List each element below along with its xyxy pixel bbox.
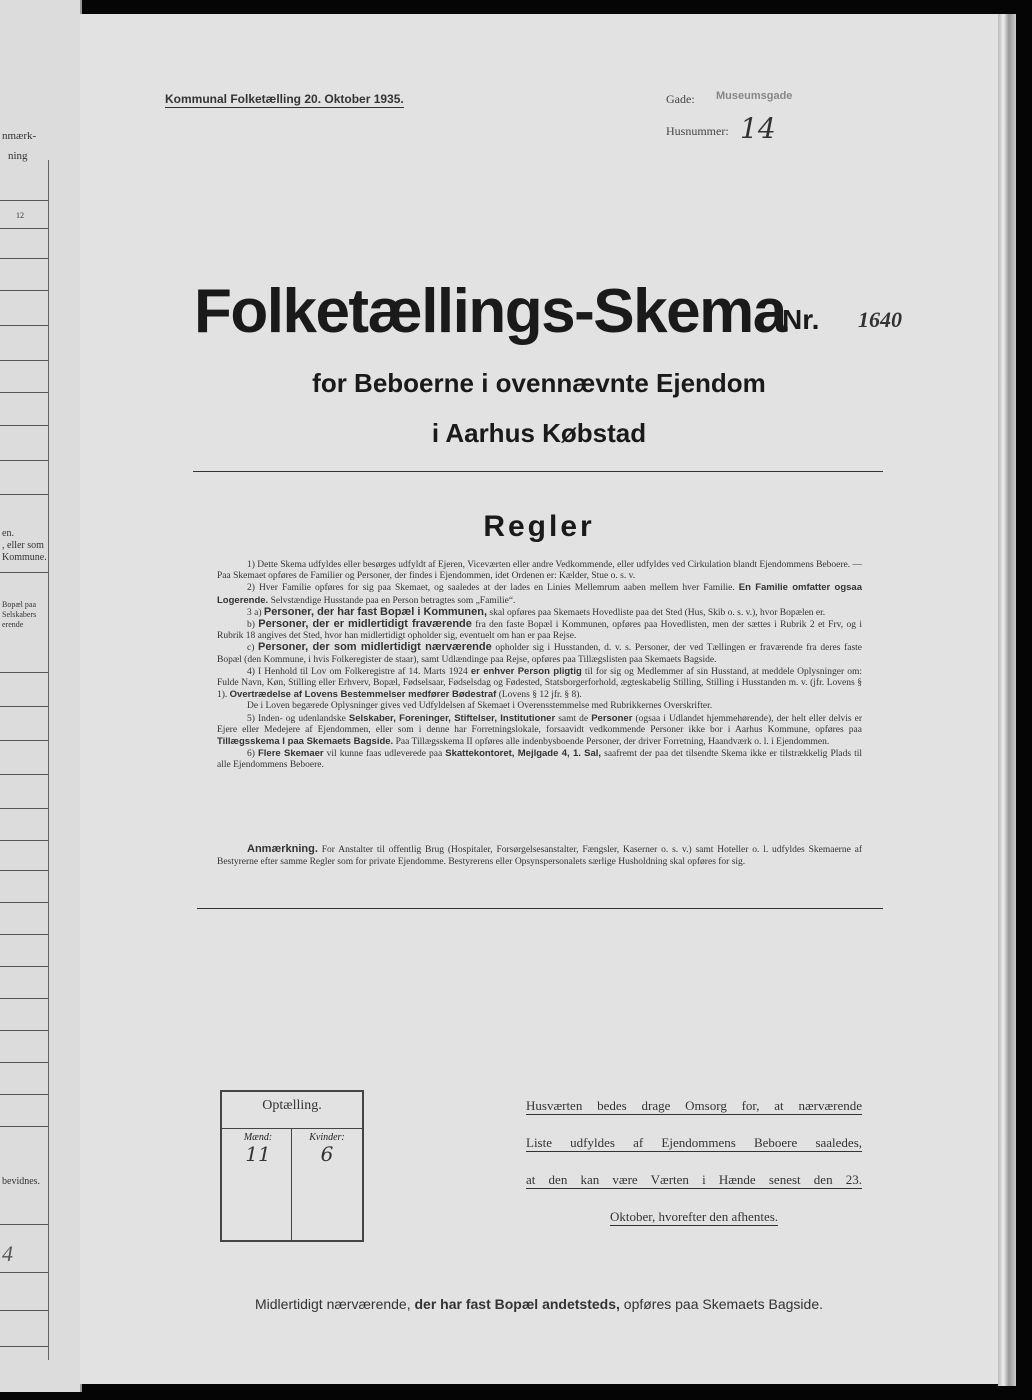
rule-1-text: 1) Dette Skema udfyldes eller besørges udfyldt af Ejeren, Viceværten eller andre Vedkommende, eller udfyldes ved Cirkulation blandt Ejendommens Beboere. — Paa Skemaet opføres de Familier og Personer, der findes i Ejendommen, idet Ordenen er: Kælder, Stue o. s. v. — [217, 560, 862, 582]
left-frag-line: erende — [2, 620, 24, 629]
rule-text: 6) — [247, 749, 255, 760]
host-notice — [526, 1098, 862, 1246]
footer-note — [80, 1296, 998, 1312]
rule-bold: Flere Skemaer — [257, 748, 324, 760]
rule-2 — [217, 582, 862, 606]
divider-bottom — [197, 908, 883, 909]
maend-count: 11 — [245, 1142, 271, 1166]
rule-text: 5) Inden- og udenlandske — [247, 713, 346, 724]
husnummer-label: Husnummer: — [666, 124, 729, 138]
rule-bold: En Familie omfatter ogsaa Logerende. — [217, 582, 862, 606]
left-header-line: nmærk- — [2, 130, 37, 142]
rule-text: 2) Hver Familie opføres for sig paa Skemaet, og saaledes at der lades en Linies Mellemrum aaben mellem hver Familie. — [247, 583, 735, 594]
rule-bold: er enhver Person pligtig — [470, 665, 582, 677]
left-fragment-c: bevidnes. — [2, 1176, 41, 1187]
left-page-fragment — [0, 0, 82, 1392]
rule-text: (ogsaa i Udlandet hjemmehørende), der helt eller delvis er Ejere eller Medejere af Ejendommen, eller som i denne har Forretningslokale, forsaavidt vedkommende Personer ikke bor i Aarhus Kommune, opføres paa — [217, 713, 863, 735]
rule-text: Paa Tillægsskema II opføres alle indenbysboende Personer, der driver Forretning, Haandværk o. l. i Ejendommen. — [395, 737, 830, 748]
notice-line: at den kan være Værten i Hænde senest den 23. — [526, 1172, 862, 1187]
form-subtitle-1: for Beboerne i ovennævnte Ejendom — [312, 368, 766, 398]
notice-line: Oktober, hvorefter den afhentes. — [609, 1209, 779, 1224]
rule-bold: Personer, der har fast Bopæl i Kommunen, — [263, 605, 487, 618]
divider-top — [193, 471, 883, 472]
form-number-value: 1640 — [858, 307, 902, 332]
rule-text: fra den faste Bopæl i Kommunen, opføres paa Hovedlisten, men der sættes i Rubrik 2 et Frv, og i Rubrik 18 angives det Sted, hvor han midlertidigt opholder sig, eventuelt om han er paa Rejse. — [217, 620, 862, 642]
left-fragment-d: 4 — [2, 1241, 13, 1266]
rule-text: skal opføres paa Skemaets Hovedliste paa det Sted (Hus, Skib o. s. v.), hvor Bopælen er. — [489, 607, 826, 618]
left-frag-line: Selskabers — [2, 610, 37, 619]
form-number-label: Nr. — [782, 304, 820, 335]
rule-text: c) — [247, 643, 255, 654]
optaelling-divider — [222, 1128, 362, 1129]
notice-line: Husværten bedes drage Omsorg for, at nærværende — [526, 1098, 862, 1113]
rule-3c — [217, 642, 862, 665]
maend-label: Mænd: — [243, 1132, 273, 1143]
left-frag-line: en. — [2, 528, 14, 539]
left-header-line: ning — [8, 150, 28, 162]
regler-heading: Regler — [483, 510, 595, 543]
rule-6 — [217, 748, 862, 771]
anmaerkning-text: For Anstalter til offentlig Brug (Hospitaler, Forsørgelsesanstalter, Fængsler, Kaserner o. s. v.) samt Hoteller o. l. udfyldes Skemaerne af Bestyrerne efter samme Regler som for private Ejendomme. Bestyrerens eller Opsynspersonalets særlige Husholdning skal opføres for sig. — [217, 845, 863, 867]
rule-bold: Selskaber, Foreninger, Stiftelser, Institutioner — [348, 712, 556, 724]
left-vertical-rule — [48, 160, 49, 1360]
left-header — [2, 126, 36, 166]
census-title: Kommunal Folketælling 20. Oktober 1935. — [165, 92, 404, 106]
rule-bold: Skattekontoret, Mejlgade 4, 1. Sal, — [445, 748, 602, 760]
form-title: Folketællings-Skema — [194, 277, 786, 346]
anmaerkning-label: Anmærkning. — [247, 843, 318, 855]
left-fragment-b — [2, 600, 36, 630]
rule-5 — [217, 713, 862, 749]
rule-3b — [217, 619, 862, 642]
kvinder-count: 6 — [320, 1142, 334, 1166]
optaelling-column-divider — [291, 1128, 292, 1240]
rule-text: Selvstændige Husstande paa en Person betragtes som „Familie“. — [270, 595, 516, 606]
page-edge — [998, 14, 1016, 1386]
rule-bold: Overtrædelse af Lovens Bestemmelser medfører Bødestraf — [229, 689, 497, 701]
left-frag-line: Bopæl paa — [2, 600, 36, 609]
rule-text: b) — [247, 620, 255, 631]
rule-bold: Personer, der er midlertidigt fraværende — [258, 618, 472, 631]
rule-text: 3 a) — [247, 607, 262, 618]
optaelling-title: Optælling. — [262, 1098, 322, 1113]
rule-bold: Personer, der som midlertidigt nærværende — [258, 641, 492, 654]
rule-text: til for sig og Medlemmer af sin Husstand, at meddele Oplysninger om: Fulde Navn, Køn, Stilling eller Erhverv, Bopæl, Fødselsaar, Fødselsdag og Fødested, Statsborgerforhold, ægteskabelig Stilling, Stilling i Husstanden m. v. (jfr. Lovens § 1). — [217, 666, 863, 701]
rule-text: De i Loven begærede Oplysninger gives ved Udfyldelsen af Skemaet i Overensstemmelse med Rubrikkernes Overskrifter. — [247, 701, 713, 712]
rule-1 — [217, 560, 862, 582]
left-frag-line: Kommune. — [2, 552, 47, 563]
rule-4 — [217, 666, 862, 702]
rule-4-note — [217, 701, 862, 712]
footer-text: Midlertidigt nærværende, — [254, 1296, 411, 1312]
census-form-page — [80, 14, 998, 1384]
optaelling-box — [220, 1090, 364, 1242]
left-col-number: 12 — [16, 211, 24, 220]
gade-value: Museumsgade — [716, 90, 793, 102]
footer-text: opføres paa Skemaets Bagside. — [623, 1296, 824, 1312]
rule-text: samt de — [558, 713, 589, 724]
notice-line: Liste udfyldes af Ejendommens Beboere saaledes, — [526, 1135, 862, 1150]
left-frag-line: , eller som — [2, 540, 44, 551]
rule-text: saafremt der paa det tilsendte Skema ikke er tilstrækkelig Plads til alle Ejendommens Beboere. — [217, 749, 862, 771]
kvinder-label: Kvinder: — [309, 1132, 345, 1143]
rule-text: opholder sig i Husstanden, d. v. s. Personer, der ved Tællingen er fraværende fra deres faste Bopæl (den Kommune, i hvis Folkeregister de staar), samt Udlændinge paa Rejse, opføres paa Tillægslisten paa Skemaets Bagside. — [217, 643, 863, 665]
husnummer-value: 14 — [740, 112, 776, 145]
rule-text: vil kunne faas udleverede paa — [326, 749, 443, 760]
left-fragment-a — [2, 528, 47, 564]
anmaerkning — [217, 844, 862, 868]
regler-text — [217, 560, 862, 772]
footer-bold: der har fast Bopæl andetsteds, — [414, 1296, 620, 1312]
form-subtitle-2: i Aarhus Købstad — [431, 418, 647, 448]
rule-text: 4) I Henhold til Lov om Folkeregistre af 14. Marts 1924 — [247, 666, 468, 677]
gade-label: Gade: — [666, 92, 695, 106]
rule-bold: Tillægsskema I paa Skemaets Bagside. — [217, 736, 394, 748]
rule-text: (Lovens § 12 jfr. § 8). — [498, 690, 582, 701]
rule-bold: Personer — [591, 712, 633, 724]
